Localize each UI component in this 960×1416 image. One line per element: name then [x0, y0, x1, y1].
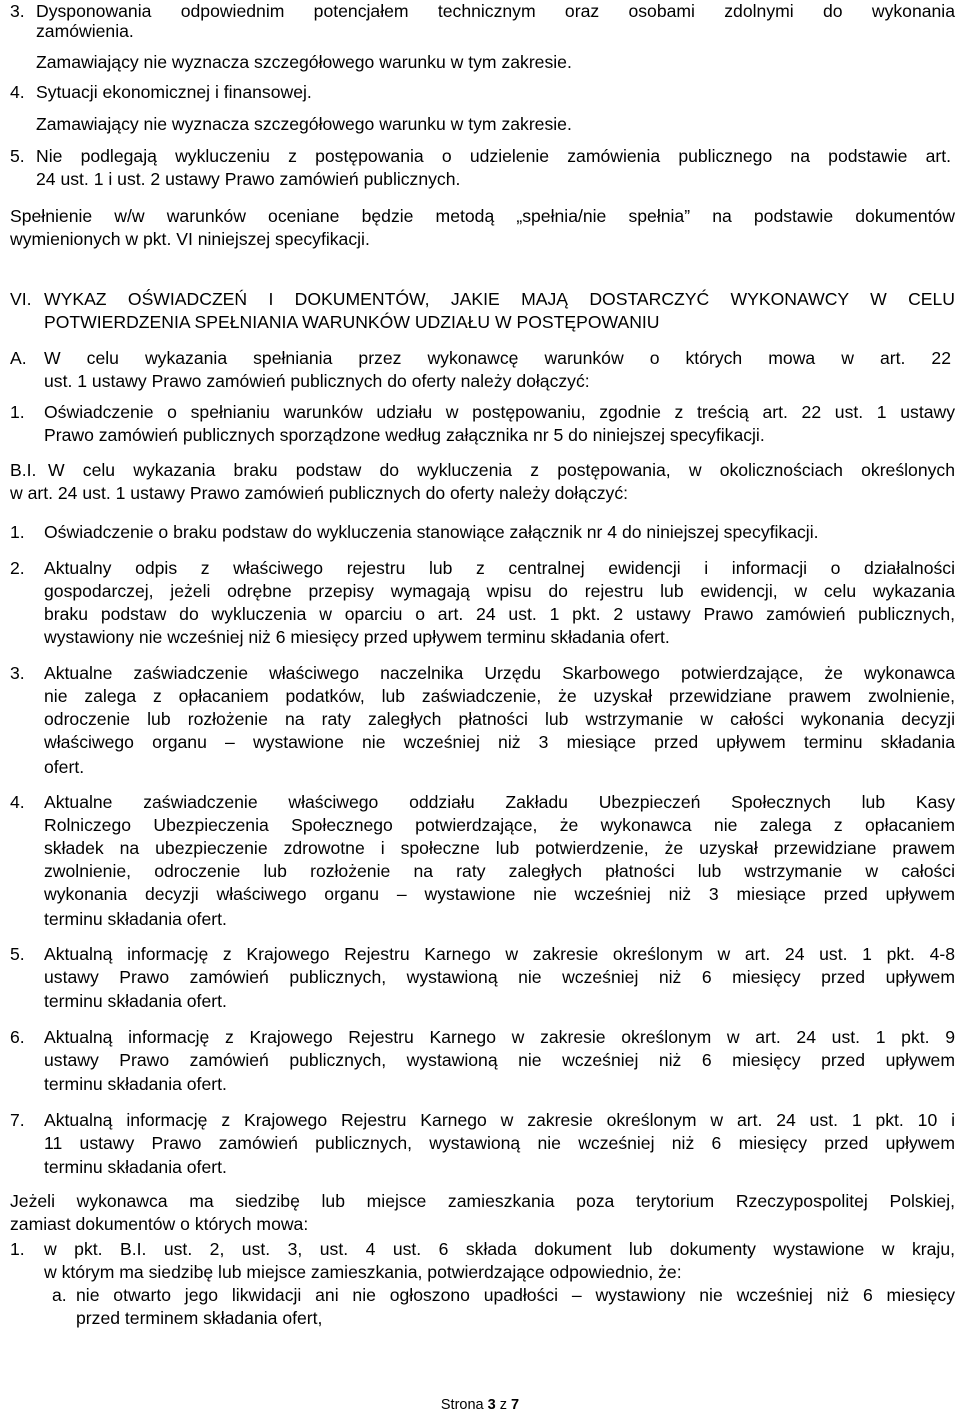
text-line: właściwego organu – wystawione nie wcześniej niż 3 miesiące przed upływem terminu składania: [44, 732, 955, 752]
text-line: Oświadczenie o braku podstaw do wykluczenia stanowiące załącznik nr 4 do niniejszej specyfikacji.: [44, 522, 819, 542]
text-line: Aktualne zaświadczenie właściwego naczelnika Urzędu Skarbowego potwierdzające, że wykonawca: [44, 663, 955, 683]
list-number: 1.: [10, 522, 25, 542]
list-number: 4.: [10, 82, 25, 102]
text-line: Aktualne zaświadczenie właściwego oddziału Zakładu Ubezpieczeń Społecznych lub Kasy: [44, 792, 955, 812]
text-line: zamówienia.: [36, 21, 134, 41]
text-line: 24 ust. 1 i ust. 2 ustawy Prawo zamówień publicznych.: [36, 169, 461, 189]
list-number: 1.: [10, 402, 25, 422]
section-number: VI.: [10, 289, 32, 309]
text-line: gospodarczej, jeżeli odrębne przepisy wymagają wpisu do rejestru lub ewidencji, w celu wykazania: [44, 581, 955, 601]
text-line: braku podstaw do wykluczenia w oparciu o art. 24 ust. 1 pkt. 2 ustawy Prawo zamówień publicznych,: [44, 604, 955, 624]
text-line: Aktualny odpis z właściwego rejestru lub z centralnej ewidencji i informacji o działalności: [44, 558, 955, 578]
text-line: Jeżeli wykonawca ma siedzibę lub miejsce zamieszkania poza terytorium Rzeczypospolitej Polskiej,: [10, 1191, 955, 1211]
list-number: 3.: [10, 663, 25, 683]
text-line: Aktualną informację z Krajowego Rejestru Karnego w zakresie określonym w art. 24 ust. 1 pkt. 4-8: [44, 944, 955, 964]
text-line: Oświadczenie o spełnianiu warunków udziału w postępowaniu, zgodnie z treścią art. 22 ust. 1 ustawy: [44, 402, 955, 422]
page-footer: [0, 1396, 960, 1414]
text-line: odroczenie lub rozłożenie na raty zaległych płatności lub wstrzymanie w całości wykonania decyzji: [44, 709, 955, 729]
text-line: W celu wykazania spełniania przez wykonawcę warunków o których mowa w art. 22: [44, 348, 951, 368]
text-line: Aktualną informację z Krajowego Rejestru Karnego w zakresie określonym w art. 24 ust. 1 pkt. 10 i: [44, 1110, 955, 1130]
text-line: Zamawiający nie wyznacza szczegółowego warunku w tym zakresie.: [36, 114, 572, 134]
list-number: 6.: [10, 1027, 25, 1047]
list-number: 5.: [10, 944, 25, 964]
text-line: Rolniczego Ubezpieczenia Społecznego potwierdzające, że wykonawca nie zalega z opłacaniem: [44, 815, 955, 835]
footer-prefix: Strona: [440, 1397, 484, 1413]
text-line: terminu składania ofert.: [44, 1074, 227, 1094]
text-line: nie otwarto jego likwidacji ani nie ogłoszono upadłości – wystawiony nie wcześniej niż 6 miesięcy: [76, 1285, 955, 1305]
footer-current-page: 3: [487, 1397, 496, 1413]
list-number: 2.: [10, 558, 25, 578]
footer-total-pages: 7: [511, 1397, 520, 1413]
list-number: 7.: [10, 1110, 25, 1130]
text-line: nie zalega z opłacaniem podatków, lub zaświadczenie, że uzyskał przewidziane prawem zwolnienie,: [44, 686, 955, 706]
text-line: zwolnienie, odroczenie lub rozłożenie na raty zaległych płatności lub wstrzymanie w całości: [44, 861, 955, 881]
text-line: Prawo zamówień publicznych sporządzone według załącznika nr 5 do niniejszej specyfikacji.: [44, 425, 765, 445]
text-line: wymienionych w pkt. VI niniejszej specyfikacji.: [10, 229, 370, 249]
text-line: Sytuacji ekonomicznej i finansowej.: [36, 82, 312, 102]
text-line: terminu składania ofert.: [44, 909, 227, 929]
text-line: Nie podlegają wykluczeniu z postępowania o udzielenie zamówienia publicznego na podstawie art.: [36, 146, 951, 166]
text-line: 11 ustawy Prawo zamówień publicznych, wystawioną nie wcześniej niż 6 miesięcy przed upływem: [44, 1133, 955, 1153]
list-number: 4.: [10, 792, 25, 812]
text-line: przed terminem składania ofert,: [76, 1308, 323, 1328]
list-number: 5.: [10, 146, 25, 166]
list-letter: a.: [52, 1285, 67, 1305]
text-line: ustawy Prawo zamówień publicznych, wystawioną nie wcześniej niż 6 miesięcy przed upływem: [44, 967, 955, 987]
text-line: Spełnienie w/w warunków oceniane będzie metodą „spełnia/nie spełnia” na podstawie dokumentów: [10, 206, 955, 226]
text-line: w art. 24 ust. 1 ustawy Prawo zamówień publicznych do oferty należy dołączyć:: [10, 483, 629, 503]
text-line: W celu wykazania braku podstaw do wykluczenia z postępowania, w okolicznościach określonych: [48, 460, 955, 480]
text-line: wystawiony nie wcześniej niż 6 miesięcy przed upływem terminu składania ofert.: [44, 627, 670, 647]
section-heading: WYKAZ OŚWIADCZEŃ I DOKUMENTÓW, JAKIE MAJĄ DOSTARCZYĆ WYKONAWCY W CELU: [44, 289, 955, 309]
list-number: 3.: [10, 1, 25, 21]
text-line: w pkt. B.I. ust. 2, ust. 3, ust. 4 ust. 6 składa dokument lub dokumenty wystawione w kraju,: [44, 1239, 955, 1259]
text-line: terminu składania ofert.: [44, 991, 227, 1011]
list-number: 1.: [10, 1239, 25, 1259]
footer-separator: z: [499, 1397, 507, 1413]
text-line: ustawy Prawo zamówień publicznych, wystawioną nie wcześniej niż 6 miesięcy przed upływem: [44, 1050, 955, 1070]
text-line: składek na ubezpieczenie zdrowotne i społeczne lub potwierdzenie, że uzyskał przewidziane prawem: [44, 838, 955, 858]
text-line: ofert.: [44, 757, 85, 777]
text-line: zamiast dokumentów o których mowa:: [10, 1214, 309, 1234]
text-line: w którym ma siedzibę lub miejsce zamieszkania, potwierdzające odpowiednio, że:: [44, 1262, 682, 1282]
section-heading: POTWIERDZENIA SPEŁNIANIA WARUNKÓW UDZIAŁU W POSTĘPOWANIU: [44, 312, 660, 332]
list-number: B.I.: [10, 460, 37, 480]
text-line: wykonania decyzji właściwego organu – wystawione nie wcześniej niż 3 miesiące przed upływem: [44, 884, 955, 904]
text-line: Aktualną informację z Krajowego Rejestru Karnego w zakresie określonym w art. 24 ust. 1 pkt. 9: [44, 1027, 955, 1047]
text-line: Zamawiający nie wyznacza szczegółowego warunku w tym zakresie.: [36, 52, 572, 72]
text-line: ust. 1 ustawy Prawo zamówień publicznych do oferty należy dołączyć:: [44, 371, 590, 391]
text-line: terminu składania ofert.: [44, 1157, 227, 1177]
list-number: A.: [10, 348, 27, 368]
text-line: Dysponowania odpowiednim potencjałem technicznym oraz osobami zdolnymi do wykonania: [36, 1, 955, 21]
